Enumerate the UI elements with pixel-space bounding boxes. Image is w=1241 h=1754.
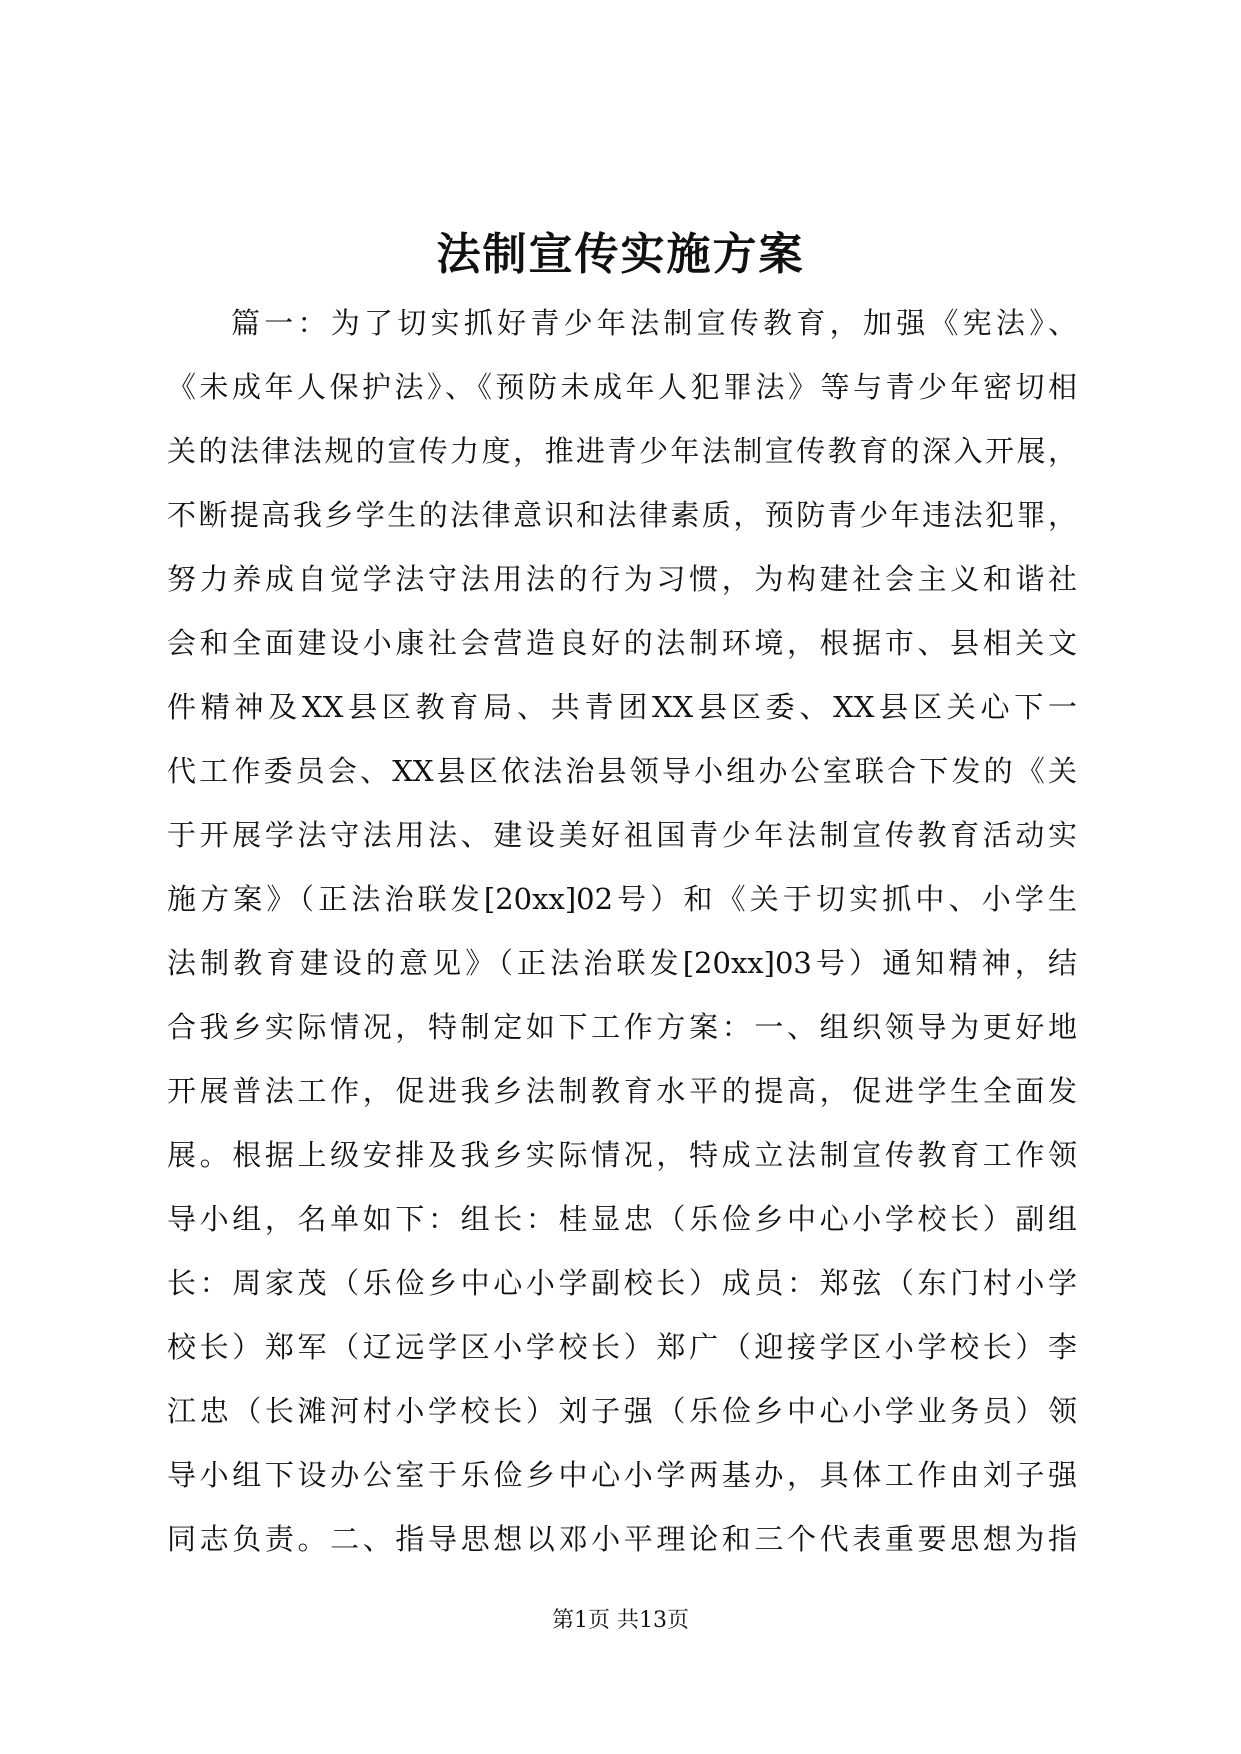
body-line: 导小组下设办公室于乐俭乡中心小学两基办，具体工作由刘子强	[167, 1458, 1077, 1492]
document-body	[167, 291, 1077, 1571]
body-line: 篇一：为了切实抓好青少年法制宣传教育，加强《宪法》、	[231, 306, 1077, 340]
body-line: 关的法律法规的宣传力度，推进青少年法制宣传教育的深入开展，	[167, 434, 1077, 468]
body-line: 导小组，名单如下：组长：桂显忠（乐俭乡中心小学校长）副组	[167, 1202, 1077, 1236]
body-line: 开展普法工作，促进我乡法制教育水平的提高，促进学生全面发	[167, 1074, 1077, 1108]
body-line: 法制教育建设的意见》（正法治联发[20xx]03号）通知精神，结	[167, 946, 1077, 980]
body-line: 江忠（长滩河村小学校长）刘子强（乐俭乡中心小学业务员）领	[167, 1394, 1077, 1428]
body-line: 代工作委员会、XX县区依法治县领导小组办公室联合下发的《关	[167, 754, 1077, 788]
document-title: 法制宣传实施方案	[436, 229, 805, 280]
body-line: 合我乡实际情况，特制定如下工作方案：一、组织领导为更好地	[167, 1010, 1077, 1044]
body-line: 努力养成自觉学法守法用法的行为习惯，为构建社会主义和谐社	[167, 562, 1077, 596]
body-line: 校长）郑军（辽远学区小学校长）郑广（迎接学区小学校长）李	[167, 1330, 1077, 1364]
body-line: 会和全面建设小康社会营造良好的法制环境，根据市、县相关文	[167, 626, 1077, 660]
body-line: 长：周家茂（乐俭乡中心小学副校长）成员：郑弦（东门村小学	[167, 1266, 1077, 1300]
page-footer: 第1页 共13页	[552, 1608, 689, 1633]
body-line: 展。根据上级安排及我乡实际情况，特成立法制宣传教育工作领	[167, 1138, 1077, 1172]
body-line: 件精神及XX县区教育局、共青团XX县区委、XX县区关心下一	[167, 690, 1077, 724]
body-line: 不断提高我乡学生的法律意识和法律素质，预防青少年违法犯罪，	[167, 498, 1077, 532]
body-line: 同志负责。二、指导思想以邓小平理论和三个代表重要思想为指	[167, 1522, 1077, 1556]
body-line: 于开展学法守法用法、建设美好祖国青少年法制宣传教育活动实	[167, 818, 1077, 852]
body-line: 《未成年人保护法》、《预防未成年人犯罪法》等与青少年密切相	[167, 370, 1077, 404]
body-line: 施方案》（正法治联发[20xx]02号）和《关于切实抓中、小学生	[167, 882, 1077, 916]
